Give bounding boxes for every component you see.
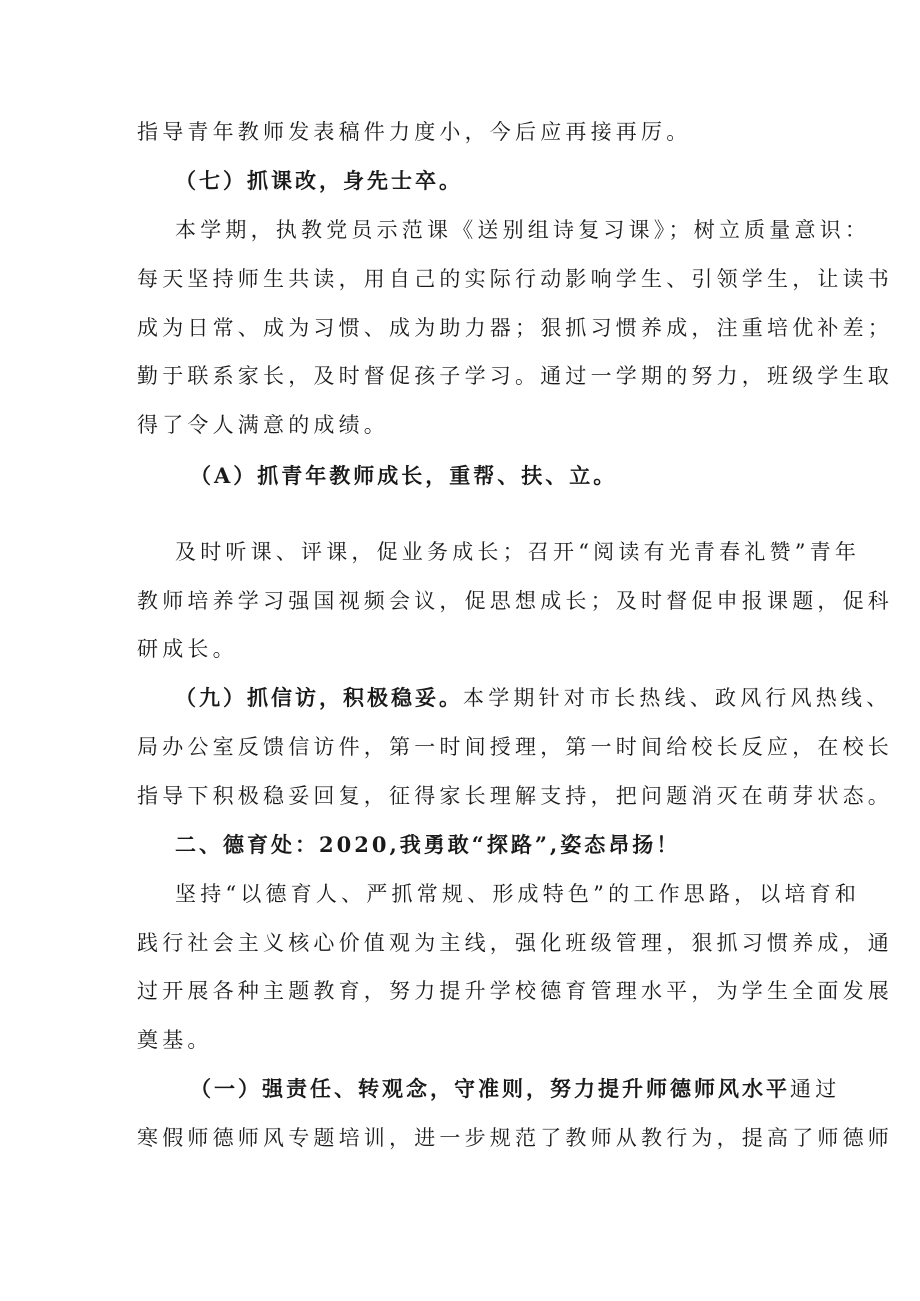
section-heading: （A）抓青年教师成长，重帮、扶、立。	[190, 463, 618, 488]
paragraph-line: 本学期，执教党员示范课《送别组诗复习课》；树立质量意识：	[175, 218, 871, 242]
paragraph-line	[175, 684, 892, 712]
paragraph-text: 本学期针对市长热线、政风行风热线、	[463, 686, 892, 710]
paragraph-line: 坚持“以德育人、严抓常规、形成特色”的工作思路，以培育和	[175, 882, 861, 906]
chapter-heading: 二、德育处：2020,我勇敢“探路”,姿态昂扬！	[175, 832, 681, 857]
paragraph-line: 指导青年教师发表稿件力度小，今后应再接再厉。	[137, 120, 692, 144]
section-heading: （九）抓信访，积极稳妥。	[175, 685, 463, 710]
paragraph-line: 局办公室反馈信访件，第一时间授理，第一时间给校长反应，在校长	[137, 735, 893, 759]
paragraph-text: 通过	[790, 1077, 841, 1101]
paragraph-line: 过开展各种主题教育，努力提升学校德育管理水平，为学生全面发展	[137, 979, 893, 1003]
paragraph-line: 每天坚持师生共读，用自己的实际行动影响学生、引领学生，让读书	[137, 267, 893, 291]
paragraph-line: 及时听课、评课，促业务成长；召开“阅读有光青春礼赞”青年	[175, 540, 861, 564]
paragraph-line: 践行社会主义核心价值观为主线，强化班级管理，狠抓习惯养成，通	[137, 931, 893, 955]
paragraph-line: 奠基。	[137, 1028, 213, 1052]
paragraph-line: 研成长。	[137, 637, 238, 661]
paragraph-line: 教师培养学习强国视频会议，促思想成长；及时督促申报课题，促科	[137, 589, 893, 613]
paragraph-line: 指导下积极稳妥回复，征得家长理解支持，把问题消灭在萌芽状态。	[137, 784, 893, 808]
paragraph-line: 成为日常、成为习惯、成为助力器；狠抓习惯养成，注重培优补差；	[137, 316, 893, 340]
section-heading: （七）抓课改，身先士卒。	[175, 168, 463, 193]
paragraph-line: 得了令人满意的成绩。	[137, 413, 389, 437]
paragraph-line: 勤于联系家长，及时督促孩子学习。通过一学期的努力，班级学生取	[137, 364, 893, 388]
paragraph-line: 寒假师德师风专题培训，进一步规范了教师从教行为，提高了师德师	[137, 1126, 893, 1150]
paragraph-line	[190, 1075, 841, 1103]
section-heading: （一）强责任、转观念，守准则，努力提升师德师风水平	[190, 1076, 790, 1101]
